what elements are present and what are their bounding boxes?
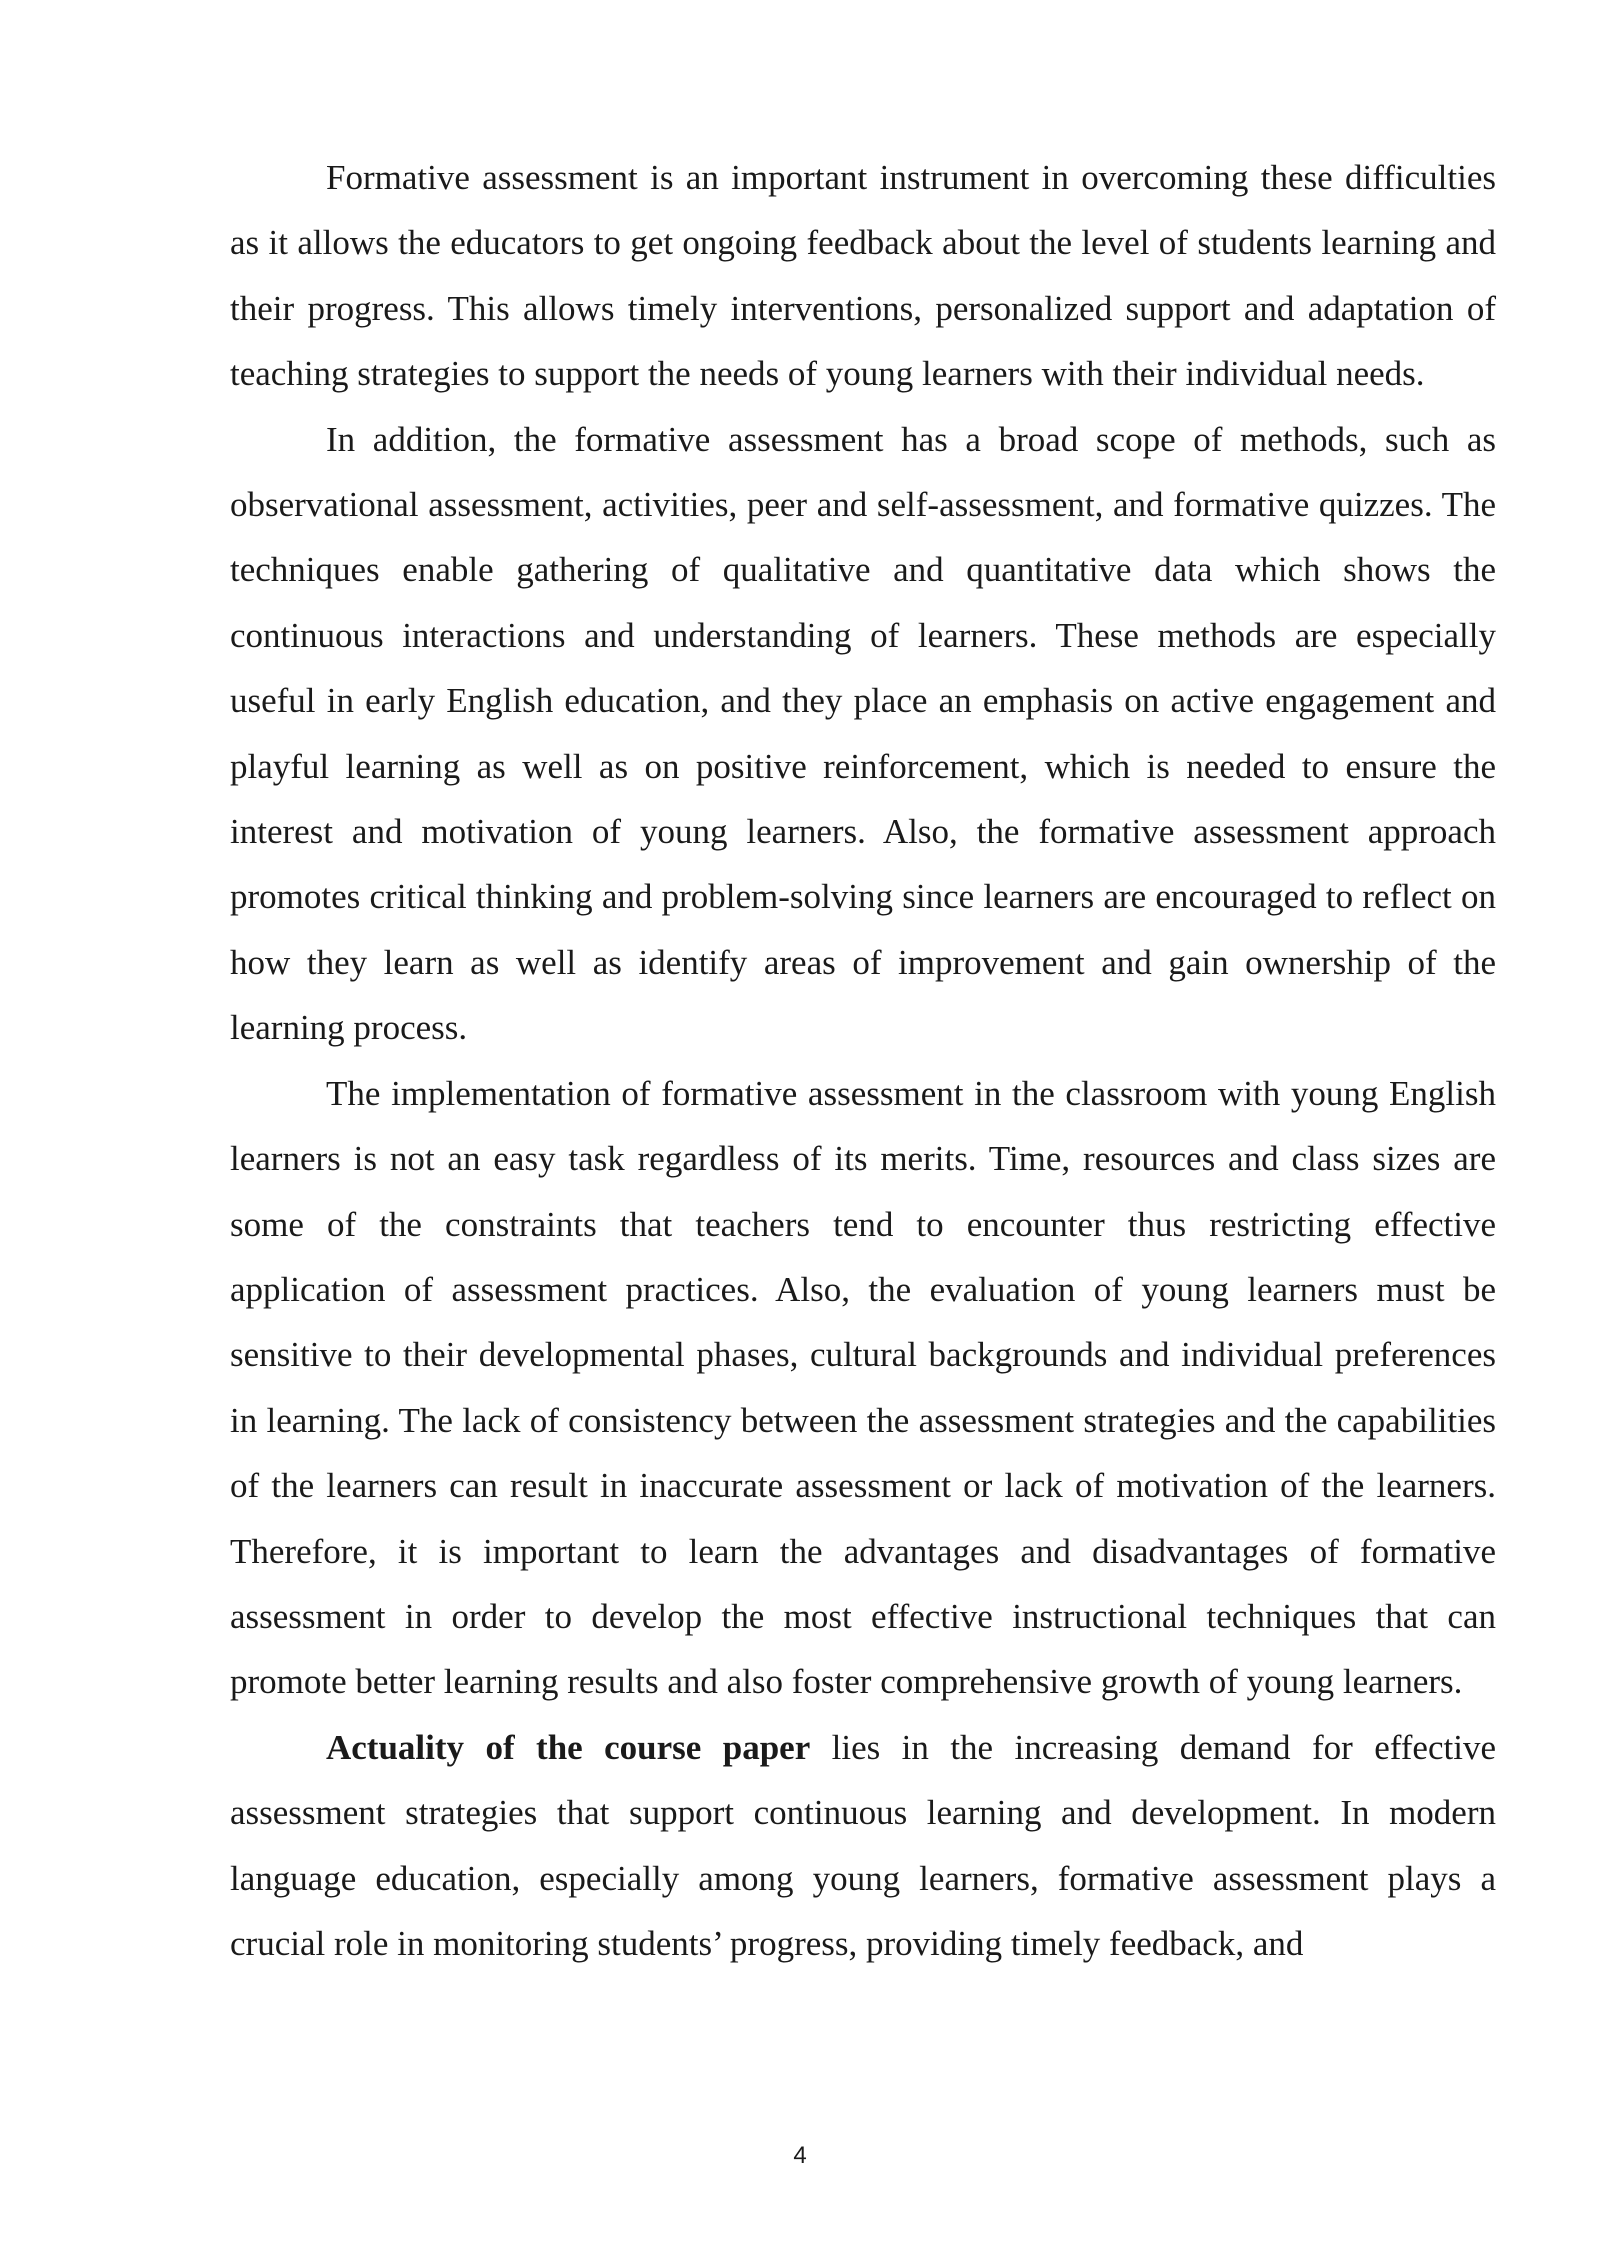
paragraph-formative-assessment-instrument: [230, 145, 1496, 407]
paragraph-actuality: [230, 1715, 1496, 1977]
paragraph-lead-bold: Actuality of the course paper: [326, 1727, 811, 1767]
paragraph-text: The implementation of formative assessment in the classroom with young English learners is not an easy task regardless of its merits. Time, resources and class sizes are some of the constraints that teachers tend to encounter thus restricting effective application of assessment practices. Also, the evaluation of young learners must be sensitive to their developmental phases, cultural backgrounds and individual preferences in learning. The lack of consistency between the assessment strategies and the capabilities of the learners can result in inaccurate assessment or lack of motivation of the learners. Therefore, it is important to learn the advantages and disadvantages of formative assessment in order to develop the most effective instructional techniques that can promote better learning results and also foster comprehensive growth of young learners.: [230, 1073, 1496, 1702]
page-number: 4: [793, 2142, 807, 2169]
paragraph-text: Formative assessment is an important instrument in overcoming these difficulties as it allows the educators to get ongoing feedback about the level of students learning and their progress. This allows timely interventions, personalized support and adaptation of teaching strategies to support the needs of young learners with their individual needs.: [230, 158, 1496, 394]
body-text: [230, 145, 1496, 1976]
paragraph-methods: [230, 407, 1496, 1061]
paragraph-implementation: [230, 1061, 1496, 1715]
paragraph-text: In addition, the formative assessment has a broad scope of methods, such as observational assessment, activities, peer and self-assessment, and formative quizzes. The techniques enable gathering of qualitative and quantitative data which shows the continuous interactions and understanding of learners. These methods are especially useful in early English education, and they place an emphasis on active engagement and playful learning as well as on positive reinforcement, which is needed to ensure the interest and motivation of young learners. Also, the formative assessment approach promotes critical thinking and problem-solving since learners are encouraged to reflect on how they learn as well as identify areas of improvement and gain ownership of the learning process.: [230, 419, 1496, 1048]
paragraph-text: lies in the increasing demand for effective assessment strategies that support continuous learning and development. In modern language education, especially among young learners, formative assessment plays a crucial role in monitoring students’ progress, providing timely feedback, and: [230, 1727, 1496, 1963]
